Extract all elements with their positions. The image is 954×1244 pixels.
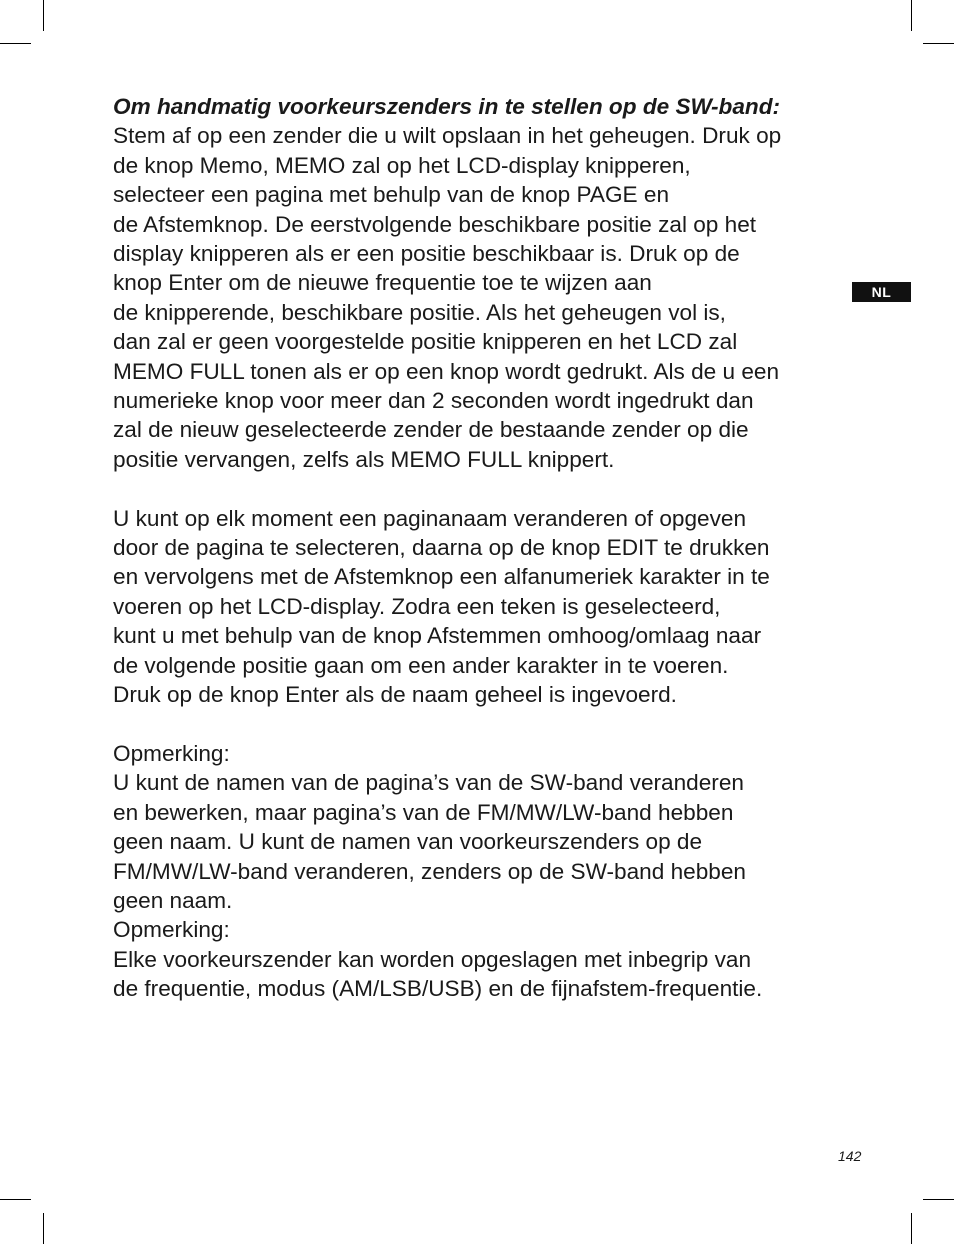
note-label: Opmerking:: [113, 740, 230, 766]
section-heading: Om handmatig voorkeurszenders in te stellen op de SW-band:: [113, 94, 781, 119]
paragraph-spacer: [113, 710, 853, 739]
text-line: selecteer een pagina met behulp van de knop PAGE en: [113, 182, 670, 208]
crop-mark-bottom-right-vertical: [911, 1213, 912, 1244]
paragraph-spacer: [113, 474, 853, 503]
crop-mark-bottom-right-horizontal: [923, 1199, 954, 1200]
crop-mark-top-right-vertical: [911, 0, 912, 31]
crop-mark-bottom-left-horizontal: [0, 1199, 31, 1200]
text-line: en bewerken, maar pagina’s van de FM/MW/LW-band hebben: [113, 799, 734, 825]
text-line: FM/MW/LW-band veranderen, zenders op de SW-band hebben: [113, 858, 746, 884]
paragraph-memo-preset: [113, 121, 853, 474]
note-label: Opmerking:: [113, 917, 230, 943]
text-line: Stem af op een zender die u wilt opslaan in het geheugen. Druk op: [113, 123, 782, 149]
text-line: de knipperende, beschikbare positie. Als het geheugen vol is,: [113, 299, 726, 325]
text-line: U kunt de namen van de pagina’s van de SW-band veranderen: [113, 770, 744, 796]
page-content: [113, 92, 853, 1004]
text-line: de knop Memo, MEMO zal op het LCD-display knipperen,: [113, 152, 691, 178]
text-line: kunt u met behulp van de knop Afstemmen omhoog/omlaag naar: [113, 623, 762, 649]
text-line: en vervolgens met de Afstemknop een alfanumeriek karakter in te: [113, 564, 770, 590]
text-line: U kunt op elk moment een paginanaam veranderen of opgeven: [113, 505, 747, 531]
text-line: de Afstemknop. De eerstvolgende beschikbare positie zal op het: [113, 211, 757, 237]
text-line: de volgende positie gaan om een ander karakter in te voeren.: [113, 652, 729, 678]
text-line: voeren op het LCD-display. Zodra een teken is geselecteerd,: [113, 593, 721, 619]
language-tab: NL: [852, 282, 911, 302]
page-number: 142: [838, 1148, 862, 1164]
text-line: geen naam. U kunt de namen van voorkeurszenders op de: [113, 829, 703, 855]
crop-mark-bottom-left-vertical: [43, 1213, 44, 1244]
text-line: geen naam.: [113, 887, 233, 913]
text-line: knop Enter om de nieuwe frequentie toe te wijzen aan: [113, 270, 652, 296]
note-one: [113, 739, 853, 915]
text-line: de frequentie, modus (AM/LSB/USB) en de fijnafstem-frequentie.: [113, 976, 763, 1002]
text-line: positie vervangen, zelfs als MEMO FULL knippert.: [113, 446, 615, 472]
text-line: door de pagina te selecteren, daarna op de knop EDIT te drukken: [113, 535, 770, 561]
crop-mark-top-right-horizontal: [923, 43, 954, 44]
crop-mark-top-left-horizontal: [0, 43, 31, 44]
text-line: display knipperen als er een positie beschikbaar is. Druk op de: [113, 241, 740, 267]
text-line: zal de nieuw geselecteerde zender de bestaande zender op die: [113, 417, 749, 443]
text-line: dan zal er geen voorgestelde positie knipperen en het LCD zal: [113, 329, 738, 355]
paragraph-page-name: [113, 504, 853, 710]
note-two: [113, 915, 853, 1003]
text-line: numerieke knop voor meer dan 2 seconden wordt ingedrukt dan: [113, 388, 754, 414]
text-line: Druk op de knop Enter als de naam geheel is ingevoerd.: [113, 682, 677, 708]
crop-mark-top-left-vertical: [43, 0, 44, 31]
text-line: Elke voorkeurszender kan worden opgeslagen met inbegrip van: [113, 946, 752, 972]
text-line: MEMO FULL tonen als er op een knop wordt gedrukt. Als de u een: [113, 358, 780, 384]
